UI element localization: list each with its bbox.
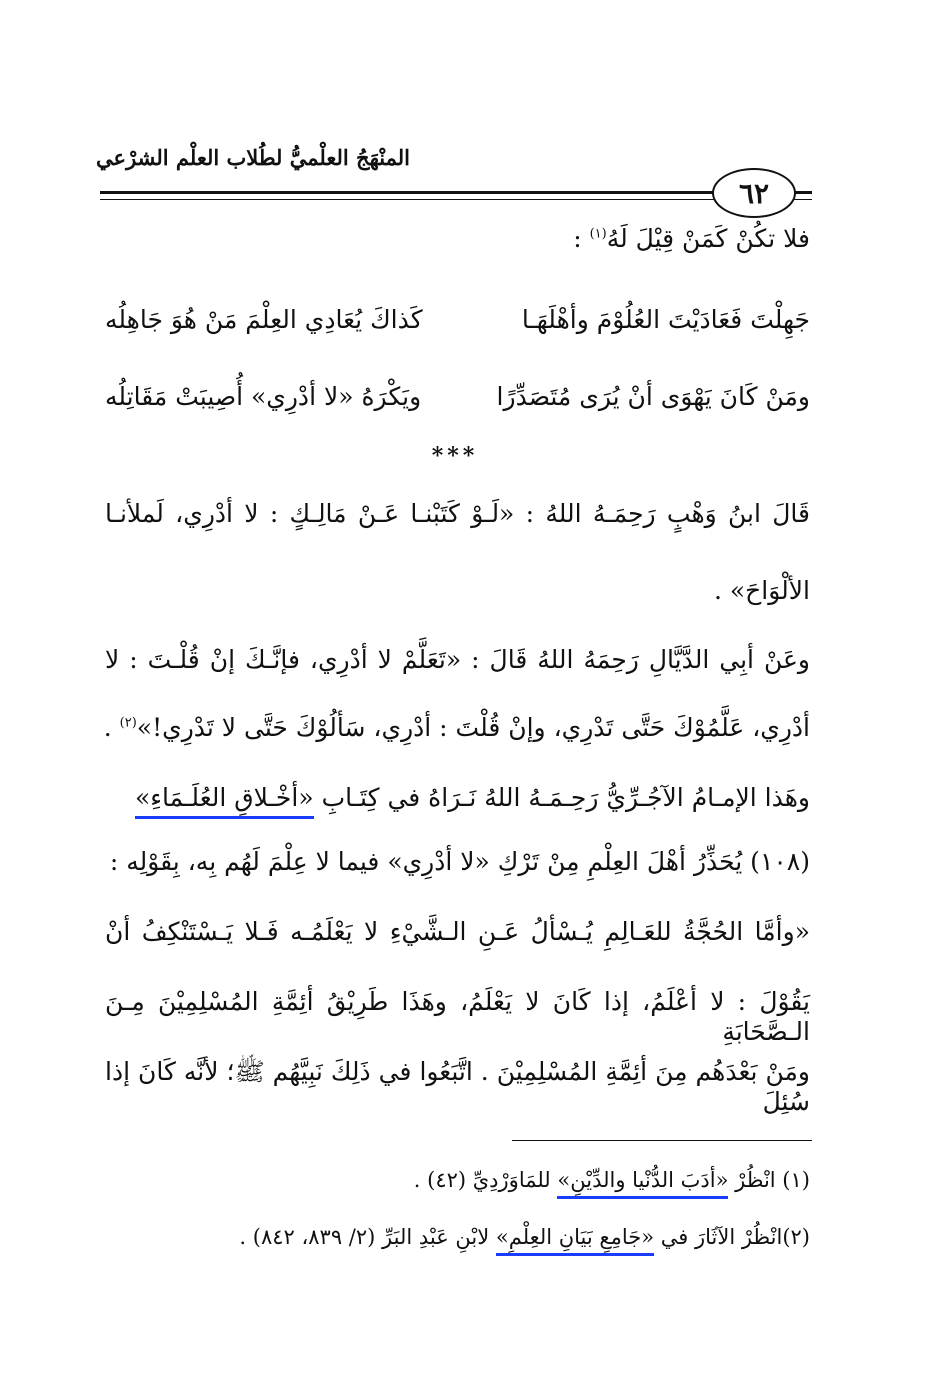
section-separator: *** [431,443,479,469]
para3-line2: (١٠٨) يُحَذِّرُ أهْلَ العِلْمِ مِنْ تَرْكِ «لا أدْرِي» فيما لا عِلْمَ لَهُم بِه، بِقَوْلِه : [109,847,810,876]
para2-line2 [104,713,810,743]
para2-line2-end: . [103,713,120,742]
footnote-ref-1[interactable]: (١) [589,226,607,242]
para3-line1-text: وهَذا الإمـامُ الآجُـرِّيُّ رَحِـمَـهُ اللهُ نَـرَاهُ في كِتَـابِ [313,783,810,812]
intro-end: : [573,224,590,253]
quote-line2: يَقُوْلَ : لا أعْلَمُ، إذا كَانَ لا يَعْلَمُ، وهَذَا طَرِيْقُ أئِمَّةِ المُسْلِمِيْنَ مِـنَ الـصَّحَابَةِ [105,987,810,1046]
verse-1 [105,305,810,345]
footnote-2-end: لابْنِ عَبْدِ البَرِّ (٢/ ٨٣٩، ٨٤٢) . [239,1225,496,1249]
para2-line1: وعَنْ أبِي الدَّيَّالِ رَحِمَهُ اللهُ قَالَ : «تَعَلَّمْ لا أدْرِي، فإنَّـكَ إنْ قُلْـتَ : لا [105,645,810,674]
quote-line3: ومَنْ بَعْدَهُم مِنَ أئِمَّةِ المُسْلِمِيْنَ . اتَّبَعُوا في ذَلِكَ نَبِيَّهُم ﷺ؛ لأنَّه كَانَ إذا سُئِلَ [105,1057,810,1116]
header-rule [100,191,720,194]
verse-1-second-hemistich: كَذاكَ يُعَادِي العِلْمَ مَنْ هُوَ جَاهِلُه [105,305,423,334]
intro-line [573,224,810,254]
verse-2 [105,382,810,422]
intro-text: فلا تكُنْ كَمَنْ قِيْلَ لَهُ [606,224,810,253]
verse-2-first-hemistich: ومَنْ كَانَ يَهْوَى أنْ يُرَى مُتَصَدِّرًا [496,382,810,411]
footnote-rule [512,1140,812,1141]
para1-line2: الألْوَاحَ» . [713,576,810,605]
footnote-2-book-title: «جَامِعِ بَيَانِ العِلْمِ» [496,1225,654,1256]
quote-line1: «وأمَّا الحُجَّةُ للعَـالِمِ يُـسْألُ عَـنِ الـشَّيْءِ لا يَعْلَمُـه فَـلا يَـسْتَنْكِفُ أنْ [105,917,810,946]
footnote-ref-2[interactable]: (٢) [119,715,137,731]
para2-line2-text: أدْرِي، عَلَّمُوْكَ حَتَّى تَدْرِي، وإنْ قُلْتَ : أدْرِي، سَألُوْكَ حَتَّى لا تَدْرِي!» [136,713,810,742]
para1-line1: قَالَ ابنُ وَهْبٍ رَحِمَـهُ اللهُ : «لَـوْ كَتَبْنـا عَـنْ مَالِـكٍ : لا أدْرِي، لَملأنـا [105,499,810,528]
footnote-2 [239,1225,810,1249]
verse-2-second-hemistich: ويَكْرَهُ «لا أدْرِي» أُصِيبَتْ مَقَاتِلُه [105,382,422,411]
page-number: ٦٢ [712,168,796,218]
para3-line1 [135,783,810,813]
running-title: المنْهَجُ العلْميُّ لطُلاب العلْم الشرْعي [96,145,410,170]
header-rule-thin [100,199,720,200]
footnote-2-start: (٢)انْظُرْ الآثَارَ في [654,1225,810,1249]
book-title-akhlaq-ulama: «أخْـلاقِ العُلَـمَاءِ» [135,783,314,819]
footnote-1-book-title: «أدَبَ الدُّنْيا والدِّيْنِ» [557,1168,728,1199]
header-rule-right-thin [792,199,812,200]
verse-1-first-hemistich: جَهِلْتَ فَعَادَيْتَ العُلُوْمَ وأهْلَهَـا [521,305,810,334]
footnote-1-end: للمَاوَرْدِيِّ (٤٢) . [413,1168,558,1192]
footnote-1 [414,1168,810,1192]
footnote-1-start: (١) انْظُرْ [728,1168,810,1192]
